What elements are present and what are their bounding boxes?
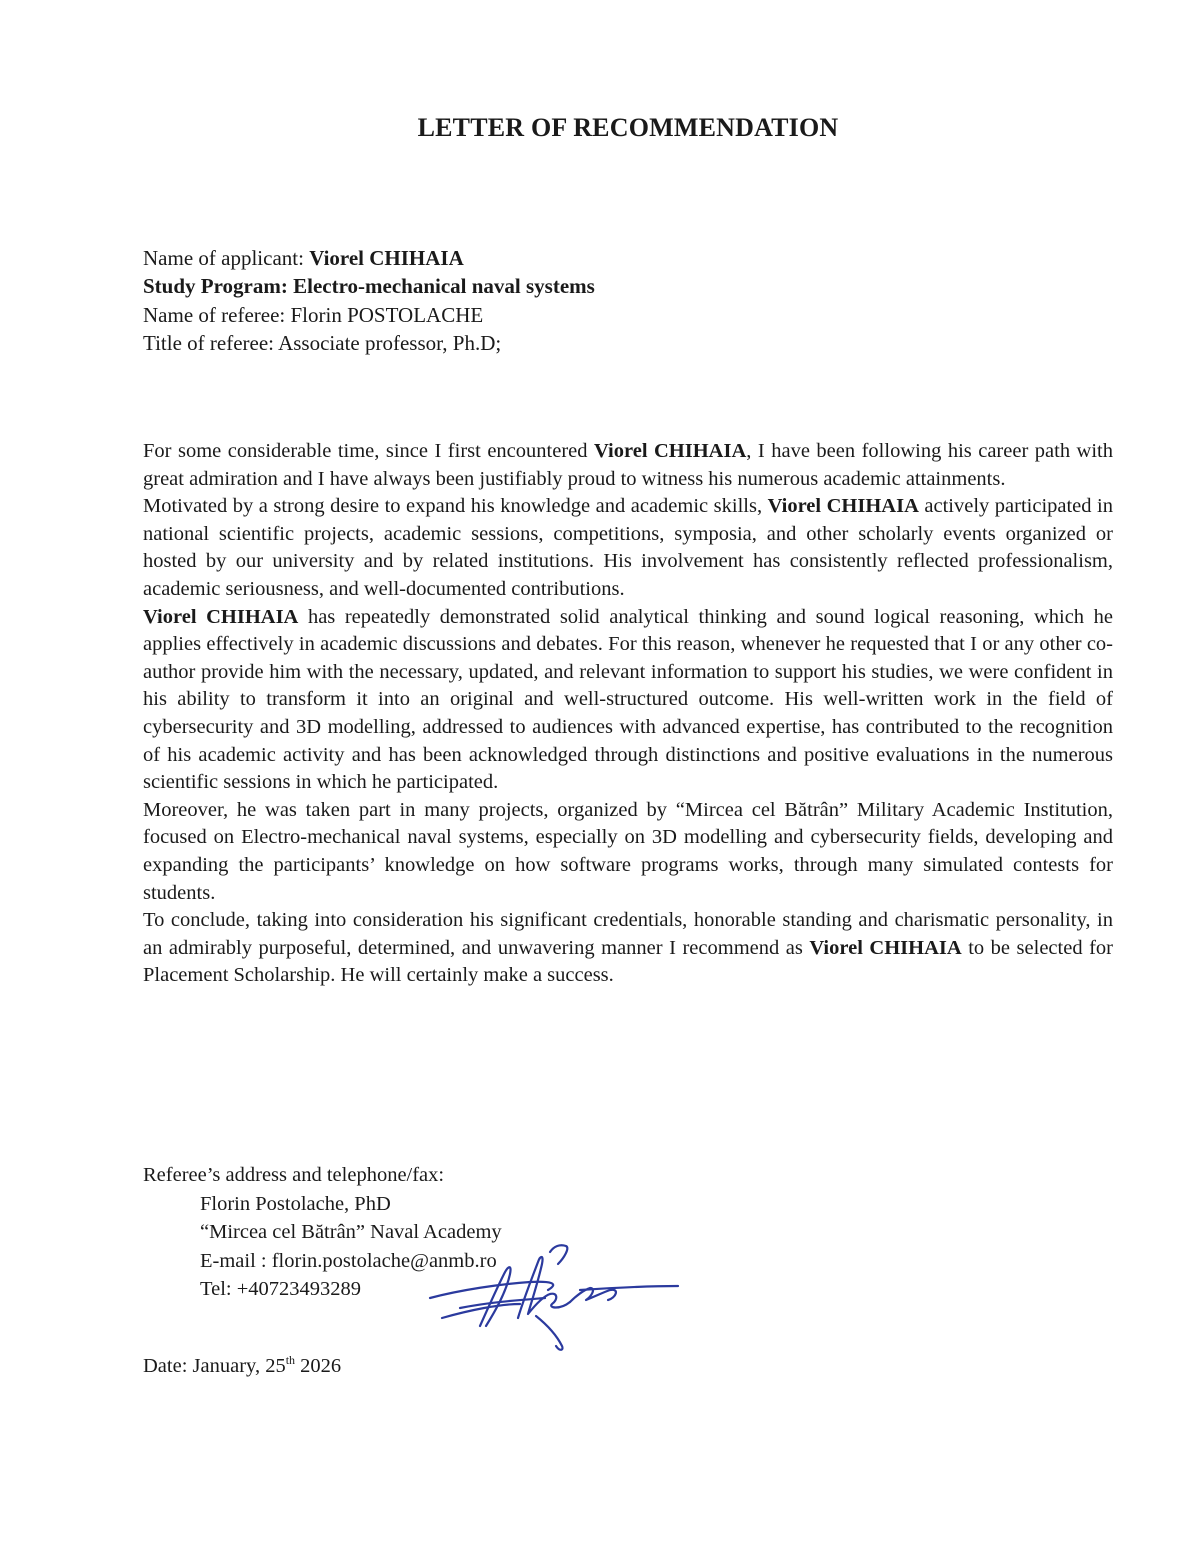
date-ordinal: th: [285, 1353, 296, 1367]
study-program-line: Study Program: Electro-mechanical naval systems: [143, 274, 595, 299]
applicant-line: [143, 244, 1123, 272]
applicant-name: Viorel CHIHAIA: [309, 246, 464, 270]
applicant-name-mention: Viorel CHIHAIA: [143, 605, 299, 628]
referee-institution: “Mircea cel Bătrân” Naval Academy: [200, 1221, 502, 1243]
body-paragraph-4: Moreover, he was taken part in many projects, organized by “Mircea cel Bătrân” Military Academic Institution, focused on Electro-mechanical naval systems, especially on 3D modelling and cybersecurity fields, developing and expanding the participants’ knowledge on how software programs works, through many simulated contests for students.: [143, 798, 1113, 904]
referee-title-line: Title of referee: Associate professor, Ph.D;: [143, 330, 502, 355]
body-paragraph-3: Viorel CHIHAIA has repeatedly demonstrated solid analytical thinking and sound logical reasoning, which he applies effectively in academic discussions and debates. For this reason, whenever he requested that I or any other co-author provide him with the necessary, updated, and relevant information to support his studies, we were confident in his ability to transform it into an original and well-structured outcome. His well-written work in the field of cybersecurity and 3D modelling, addressed to audiences with advanced expertise, has contributed to the recognition of his academic activity and has been acknowledged through distinctions and positive evaluations in the numerous scientific sessions in which he participated.: [143, 605, 1113, 794]
letter-title: LETTER OF RECOMMENDATION: [417, 113, 839, 142]
letter-body: [143, 438, 1113, 990]
applicant-info: [143, 244, 1123, 357]
body-paragraph-5: To conclude, taking into consideration his significant credentials, honorable standing and charismatic personality, in an admirably purposeful, determined, and unwavering manner I recommend as Viorel CHIHAIA to be selected for Placement Scholarship. He will certainly make a success.: [143, 909, 1114, 987]
letter-date: Date: January, 25th 2026: [143, 1353, 342, 1377]
referee-email: E-mail : florin.postolache@anmb.ro: [200, 1249, 497, 1272]
referee-phone: Tel: +40723493289: [200, 1278, 362, 1300]
applicant-name-mention: Viorel CHIHAIA: [809, 936, 962, 959]
referee-name-line: Name of referee: Florin POSTOLACHE: [143, 302, 484, 327]
signature-icon: [420, 1238, 690, 1356]
address-label: Referee’s address and telephone/fax:: [143, 1164, 445, 1186]
applicant-name-mention: Viorel CHIHAIA: [594, 440, 747, 462]
body-paragraph-2: Motivated by a strong desire to expand his knowledge and academic skills, Viorel CHIHAIA actively participated in national scientific projects, academic sessions, competitions, symposia, and other scholarly events organized or hosted by our university and by related institutions. His involvement has consistently reflected professionalism, academic seriousness, and well-documented contributions.: [143, 495, 1113, 600]
referee-contact-name: Florin Postolache, PhD: [200, 1192, 391, 1215]
applicant-name-mention: Viorel CHIHAIA: [767, 495, 919, 518]
body-paragraph-1: For some considerable time, since I first encountered Viorel CHIHAIA, I have been following his career path with great admiration and I have always been justifiably proud to witness his numerous academic attainments.: [143, 440, 1114, 490]
applicant-label: Name of applicant:: [143, 246, 304, 270]
